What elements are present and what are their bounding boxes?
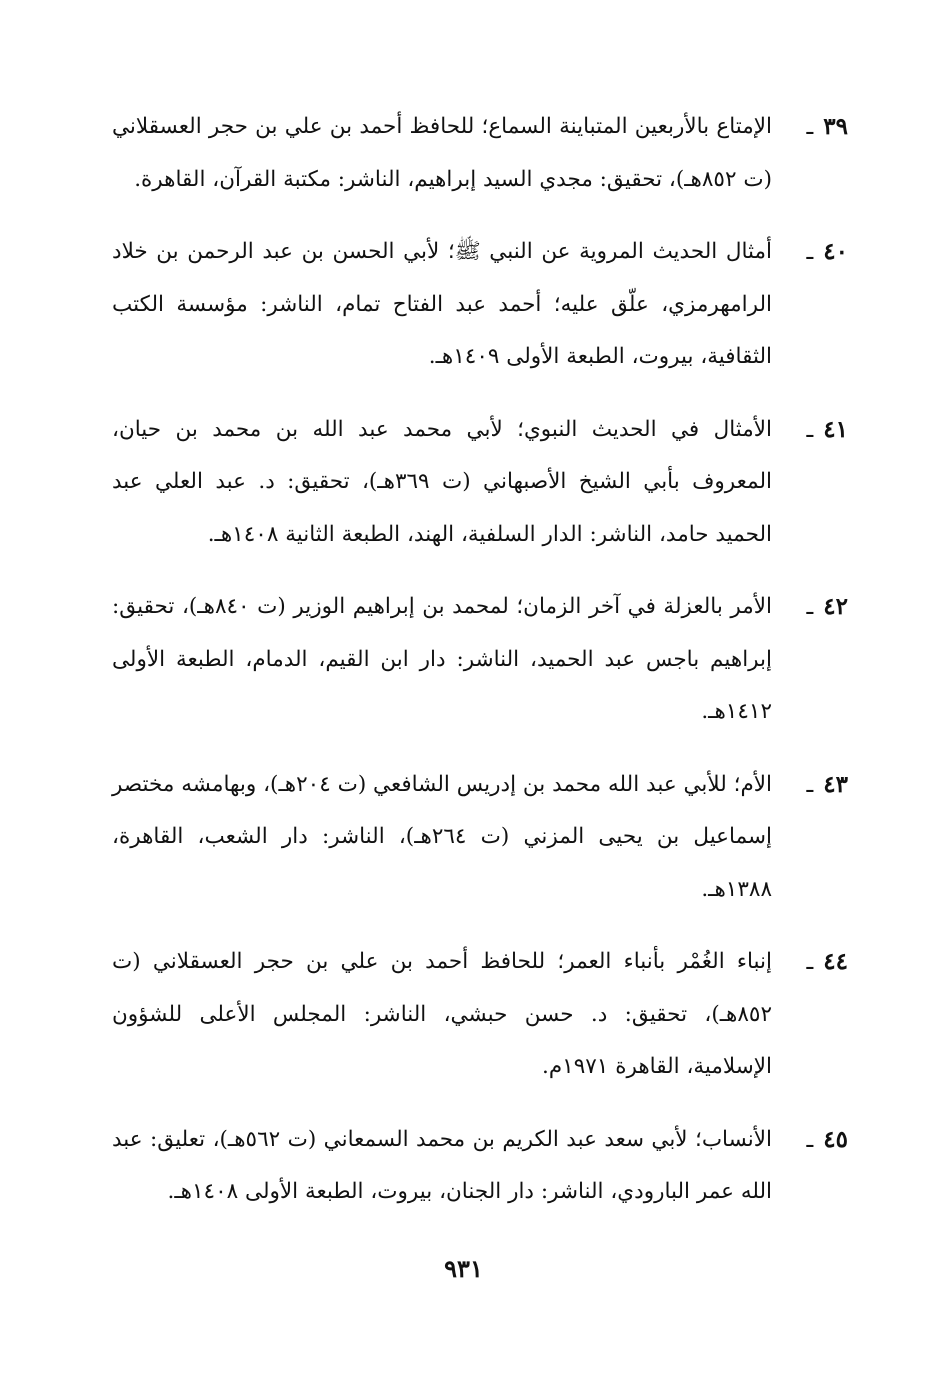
entry-number: ٤٢ـ [806,593,848,620]
entry-text: إنباء الغُمْر بأنباء العمر؛ للحافظ أحمد بن علي بن حجر العسقلاني (ت ٨٥٢هـ)، تحقيق: د. حسن حبشي، الناشر: المجلس الأعلى للشؤون الإسلامية، القاهرة ١٩٧١م. [112,949,772,1079]
entry-text: الأمثال في الحديث النبوي؛ لأبي محمد عبد الله بن محمد بن حيان، المعروف بأبي الشيخ الأصبهاني (ت ٣٦٩هـ)، تحقيق: د. عبد العلي عبد الحميد حامد، الناشر: الدار السلفية، الهند، الطبعة الثانية ١٤٠٨هـ. [112,416,772,547]
bibliography-entry [112,226,848,384]
entry-text: الإمتاع بالأربعين المتباينة السماع؛ للحافظ أحمد بن علي بن حجر العسقلاني (ت ٨٥٢هـ)، تحقيق: مجدي السيد إبراهيم، الناشر: مكتبة القرآن، القاهرة. [112,114,772,192]
entry-text: الأم؛ للأبي عبد الله محمد بن إدريس الشافعي (ت ٢٠٤هـ)، وبهامشه مختصر إسماعيل بن يحيى المزني (ت ٢٦٤هـ)، الناشر: دار الشعب، القاهرة، ١٣٨٨هـ. [112,771,772,902]
entry-number: ٤١ـ [806,415,848,443]
entry-number: ٣٩ـ [806,113,848,140]
entry-text: الأمر بالعزلة في آخر الزمان؛ لمحمد بن إبراهيم الوزير (ت ٨٤٠هـ)، تحقيق: إبراهيم باجس عبد الحميد، الناشر: دار ابن القيم، الدمام، الطبعة الأولى ١٤١٢هـ. [112,594,772,724]
bibliography-list [112,101,848,1239]
entry-number: ٤٤ـ [806,948,848,975]
page-number: ٩٣١ [444,1254,483,1283]
bibliography-entry [112,404,848,562]
entry-number: ٤٥ـ [806,1125,848,1153]
bibliography-entry [112,759,848,917]
bibliography-entry [112,936,848,1094]
entry-text: الأنساب؛ لأبي سعد عبد الكريم بن محمد السمعاني (ت ٥٦٢هـ)، تعليق: عبد الله عمر البارودي، الناشر: دار الجنان، بيروت، الطبعة الأولى ١٤٠٨هـ. [112,1126,773,1204]
entry-text: أمثال الحديث المروية عن النبي ﷺ؛ لأبي الحسن بن عبد الرحمن بن خلاد الرامهرمزي، علّق عليه؛ أحمد عبد الفتاح تمام، الناشر: مؤسسة الكتب الثقافية، بيروت، الطبعة الأولى ١٤٠٩هـ. [112,239,772,369]
bibliography-entry [112,581,848,739]
bibliography-entry [112,1114,848,1219]
entry-number: ٤٠ـ [806,238,848,265]
bibliography-entry [112,101,848,206]
entry-number: ٤٣ـ [806,770,848,798]
